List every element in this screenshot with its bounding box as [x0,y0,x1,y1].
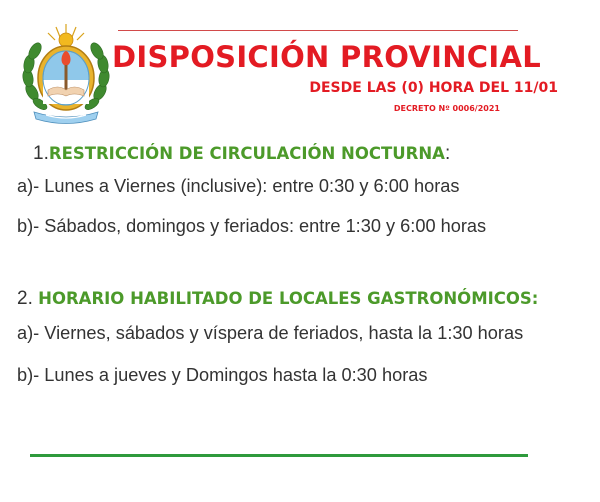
provincial-coat-of-arms-icon [18,20,114,128]
section-1-item-b: b)- Sábados, domingos y feriados: entre 1:30 y 6:00 horas [17,216,487,236]
top-divider [118,30,518,31]
section-1-heading [33,143,450,165]
bottom-divider [30,454,528,457]
page-title: DISPOSICIÓN PROVINCIAL [112,40,541,74]
effective-date-subtitle: DESDE LAS (0) HORA DEL 11/01 [309,80,558,96]
section-1-number: 1. [33,143,49,164]
section-1-item-a: a)- Lunes a Viernes (inclusive): entre 0:30 y 6:00 horas [17,176,460,196]
section-2-item-a: a)- Viernes, sábados y víspera de feriados, hasta la 1:30 horas [17,323,524,343]
section-1-title: RESTRICCIÓN DE CIRCULACIÓN NOCTURNA [48,144,445,163]
section-2-heading [17,288,538,310]
section-2-title: HORARIO HABILITADO DE LOCALES GASTRONÓMICOS: [38,289,539,308]
section-2-number: 2. [17,288,33,309]
decree-number: DECRETO Nº 0006/2021 [393,104,500,113]
section-2-item-b: b)- Lunes a jueves y Domingos hasta la 0:30 horas [17,365,428,385]
section-1-suffix: : [444,143,451,164]
